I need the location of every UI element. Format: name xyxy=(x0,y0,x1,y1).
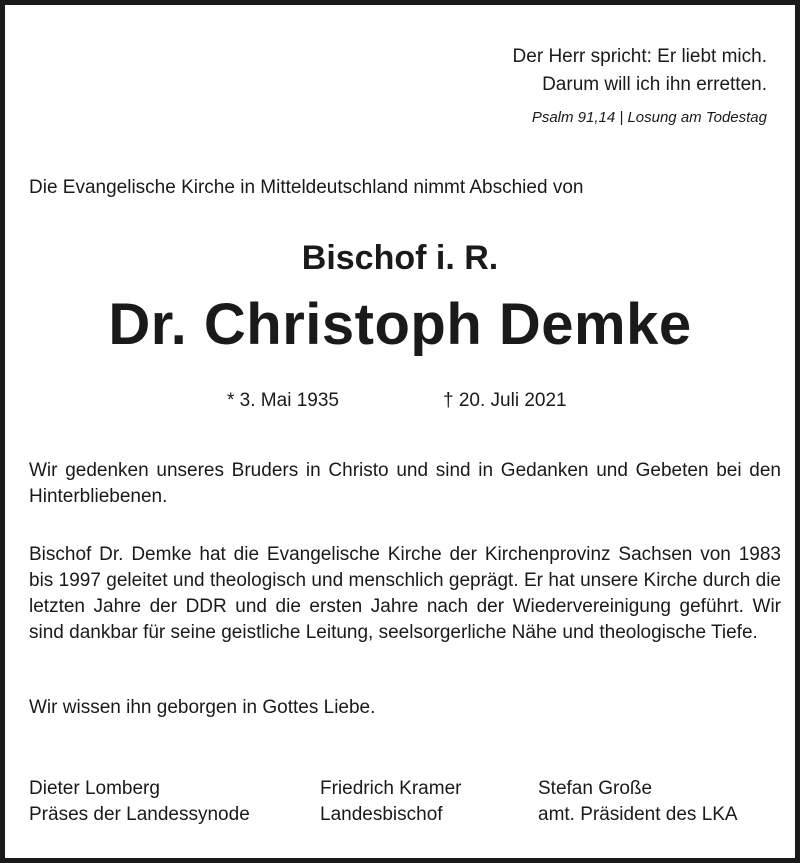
deceased-name: Dr. Christoph Demke xyxy=(108,292,692,357)
signatory-role: Präses der Landessynode xyxy=(29,804,250,825)
paragraph-tribute: Bischof Dr. Demke hat die Evangelische Kirche der Kirchenprovinz Sachsen von 1983 bis 1997 geleitet und theologisch und menschlich geprägt. Er hat unsere Kirche durch die letzten Jahre der DDR und die ersten Jahre nach der Wiedervereinigung geführt. Wir sind dankbar für seine geistliche Leitung, seelsorgerliche Nähe und theologische Tiefe. xyxy=(29,544,781,643)
signatory-name: Dieter Lomberg xyxy=(29,778,160,799)
signatory xyxy=(320,776,461,828)
birth-date: * 3. Mai 1935 xyxy=(227,390,339,411)
death-date: † 20. Juli 2021 xyxy=(443,390,567,411)
signatory xyxy=(538,776,738,828)
signatory xyxy=(29,776,250,828)
signatory-name: Stefan Große xyxy=(538,778,653,799)
bible-verse xyxy=(513,43,767,99)
bible-verse-line-2: Darum will ich ihn erretten. xyxy=(542,74,767,95)
intro-text: Die Evangelische Kirche in Mitteldeutschland nimmt Abschied von xyxy=(29,177,584,198)
signatory-role: Landesbischof xyxy=(320,804,443,825)
signatory-name: Friedrich Kramer xyxy=(320,778,462,799)
deceased-title: Bischof i. R. xyxy=(301,239,499,277)
signatory-role: amt. Präsident des LKA xyxy=(538,804,738,825)
bible-verse-line-1: Der Herr spricht: Er liebt mich. xyxy=(512,46,767,67)
paragraph-remembrance: Wir gedenken unseres Bruders in Christo und sind in Gedanken und Gebeten bei den Hinterbliebenen. xyxy=(29,460,781,507)
paragraph-closing: Wir wissen ihn geborgen in Gottes Liebe. xyxy=(29,697,376,718)
bible-verse-source: Psalm 91,14 | Losung am Todestag xyxy=(531,109,767,126)
